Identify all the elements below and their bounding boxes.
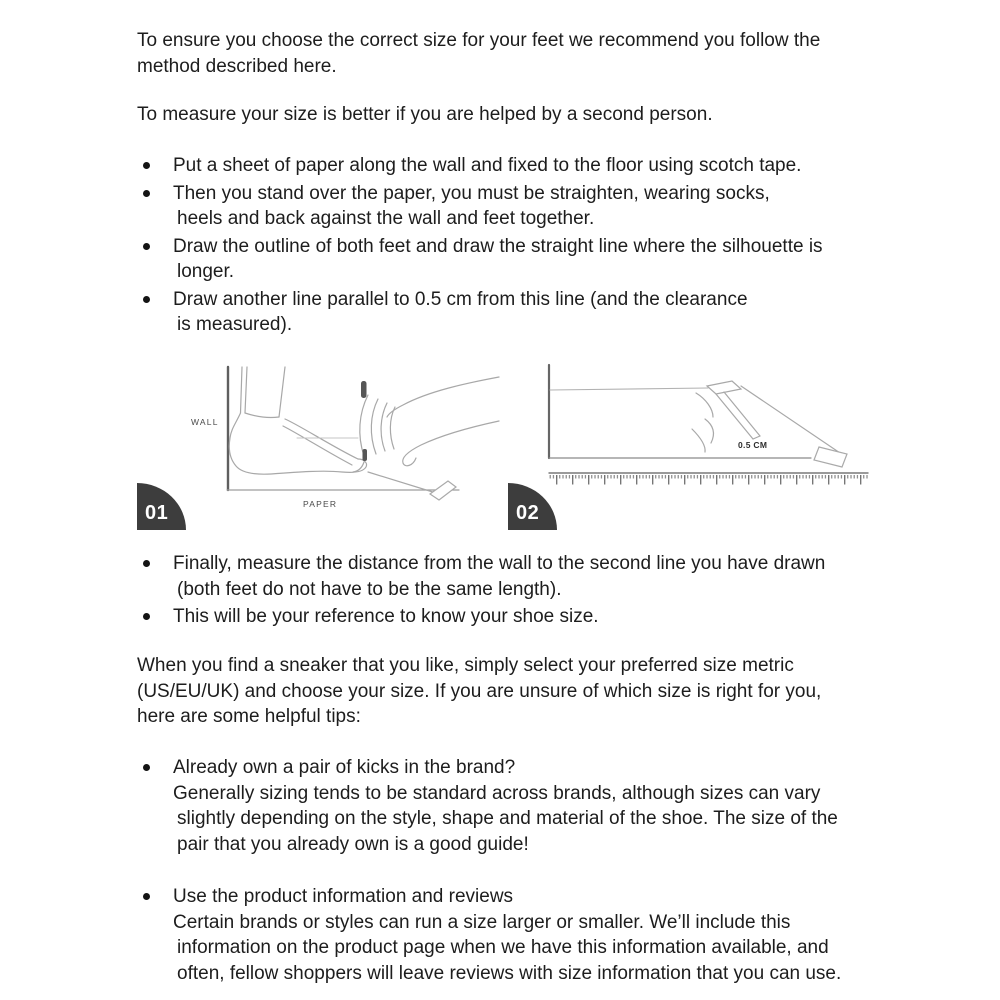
scotch-tape-icon [430, 481, 456, 500]
measure-steps-list [137, 153, 823, 340]
bullet-icon [143, 190, 150, 197]
step-number-badge-02: 02 [508, 483, 557, 530]
bullet-icon [143, 243, 150, 250]
paper-label: PAPER [303, 499, 338, 509]
bullet-icon [143, 613, 150, 620]
text-line: Already own a pair of kicks in the brand? [173, 757, 516, 778]
result-steps-list [137, 551, 825, 632]
text-line: method described here. [137, 55, 337, 77]
bullet-icon [143, 764, 150, 771]
list-item [137, 287, 823, 338]
list-item [137, 181, 823, 232]
sizing-intro-paragraph [137, 653, 821, 730]
step-number-badge-01: 01 [137, 483, 186, 530]
text-line: (both feet do not have to be the same length). [177, 578, 562, 600]
text-line: Generally sizing tends to be standard across brands, although sizes can vary [173, 782, 821, 804]
figure-step1-foot-against-wall [137, 355, 500, 530]
text-line: Draw another line parallel to 0.5 cm from this line (and the clearance [173, 288, 748, 310]
tips-list [137, 755, 841, 988]
text-line: pair that you already own is a good guide! [177, 833, 529, 855]
scotch-tape-icon [814, 447, 847, 467]
text-line: heels and back against the wall and feet together. [177, 208, 595, 229]
text-line: here are some helpful tips: [137, 706, 361, 727]
text-line: (US/EU/UK) and choose your size. If you are unsure of which size is right for you, [137, 680, 822, 702]
ruler [549, 473, 868, 485]
hand-drawing [692, 393, 713, 452]
text-line: Finally, measure the distance from the wall to the second line you have drawn [173, 553, 826, 574]
bullet-icon [143, 296, 150, 303]
leg-outline [241, 367, 286, 418]
text-line: Draw the outline of both feet and draw the straight line where the silhouette is [173, 235, 823, 257]
foot-outline [229, 413, 366, 474]
text-line: This will be your reference to know your shoe size. [173, 606, 599, 627]
ruler-measure-drawing [508, 355, 875, 530]
list-item [137, 153, 823, 179]
list-item [137, 884, 841, 986]
text-line: When you find a sneaker that you like, simply select your preferred size metric [137, 655, 794, 676]
text-line: Put a sheet of paper along the wall and fixed to the floor using scotch tape. [173, 155, 802, 176]
text-line: Certain brands or styles can run a size larger or smaller. We’ll include this [173, 911, 791, 933]
list-item [137, 604, 825, 630]
text-line: information on the product page when we have this information available, and [177, 937, 829, 958]
text-line: To ensure you choose the correct size for your feet we recommend you follow the [137, 30, 821, 51]
bullet-icon [143, 893, 150, 900]
figure-step2-measure-distance [508, 355, 875, 530]
text-line: longer. [177, 261, 235, 282]
pencil-icon [707, 381, 760, 439]
intro-paragraph-1 [137, 28, 820, 79]
text-line: Use the product information and reviews [173, 886, 514, 907]
clearance-label: 0.5 CM [738, 440, 768, 450]
list-item [137, 234, 823, 285]
text-line: slightly depending on the style, shape and material of the shoe. The size of the [177, 808, 838, 829]
text-line: To measure your size is better if you are helped by a second person. [137, 104, 713, 125]
text-line: is measured). [177, 314, 293, 335]
list-item [137, 755, 841, 857]
wall-label: WALL [191, 417, 219, 427]
intro-paragraph-2 [137, 102, 713, 128]
text-line: often, fellow shoppers will leave reviews with size information that you can use. [177, 962, 842, 984]
list-item [137, 551, 825, 602]
hand-drawing [360, 377, 499, 466]
text-line: Then you stand over the paper, you must be straighten, wearing socks, [173, 182, 770, 204]
bullet-icon [143, 560, 150, 567]
first-drawn-line [550, 388, 708, 390]
bullet-icon [143, 162, 150, 169]
